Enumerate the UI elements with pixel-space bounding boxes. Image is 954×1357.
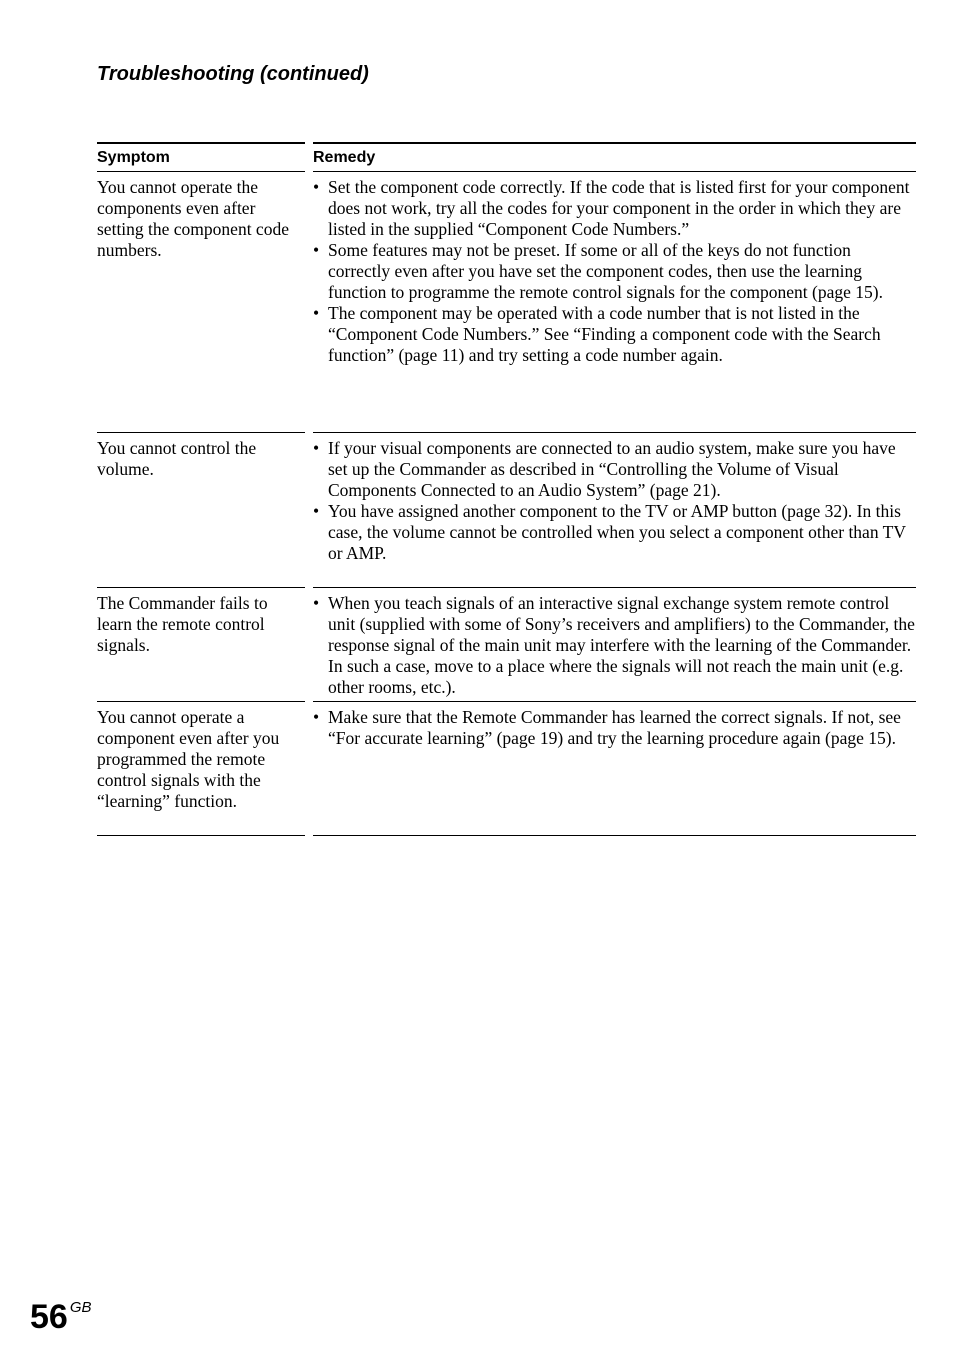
remedy-list — [313, 438, 916, 564]
remedy-list — [313, 707, 916, 749]
remedy-header: Remedy — [313, 142, 916, 172]
remedy-cell — [313, 702, 916, 836]
symptom-cell: You cannot operate the components even after setting the component code numbers. — [97, 172, 305, 433]
remedy-item: • If your visual components are connected to an audio system, make sure you have set up the Commander as described in “Controlling the Volume of Visual Components Connected to an Audio System” (page 21). — [313, 438, 916, 501]
page-number-suffix: GB — [69, 1299, 92, 1316]
remedy-item: • The component may be operated with a code number that is not listed in the “Component Code Numbers.” See “Finding a component code with the Search function” (page 11) and try setting a code number again. — [313, 303, 916, 366]
symptom-cell: The Commander fails to learn the remote control signals. — [97, 588, 305, 702]
page-number — [30, 1288, 92, 1337]
remedy-cell — [313, 588, 916, 702]
remedy-cell — [313, 172, 916, 433]
symptom-cell: You cannot operate a component even after you programmed the remote control signals with the “learning” function. — [97, 702, 305, 836]
remedy-item: • Set the component code correctly. If the code that is listed first for your component does not work, try all the codes for your component in the order in which they are listed in the supplied “Component Code Numbers.” — [313, 177, 916, 240]
symptom-cell: You cannot control the volume. — [97, 433, 305, 588]
remedy-item: • When you teach signals of an interactive signal exchange system remote control unit (supplied with some of Sony’s receivers and amplifiers) to the Commander, the response signal of the main unit may interfere with the learning of the Commander. In such a case, move to a place where the signals will not reach the main unit (e.g. other rooms, etc.). — [313, 593, 916, 698]
page-number-value: 56 — [30, 1298, 68, 1336]
symptom-header: Symptom — [97, 142, 305, 172]
remedy-item: • You have assigned another component to the TV or AMP button (page 32). In this case, the volume cannot be controlled when you select a component other than TV or AMP. — [313, 501, 916, 564]
remedy-list — [313, 593, 916, 698]
section-title: Troubleshooting (continued) — [97, 63, 369, 85]
remedy-item: • Some features may not be preset. If some or all of the keys do not function correctly even after you have set the component codes, then use the learning function to programme the remote control signals for the component (page 15). — [313, 240, 916, 303]
remedy-list — [313, 177, 916, 366]
remedy-item: • Make sure that the Remote Commander has learned the correct signals. If not, see “For accurate learning” (page 19) and try the learning procedure again (page 15). — [313, 707, 916, 749]
remedy-cell — [313, 433, 916, 588]
